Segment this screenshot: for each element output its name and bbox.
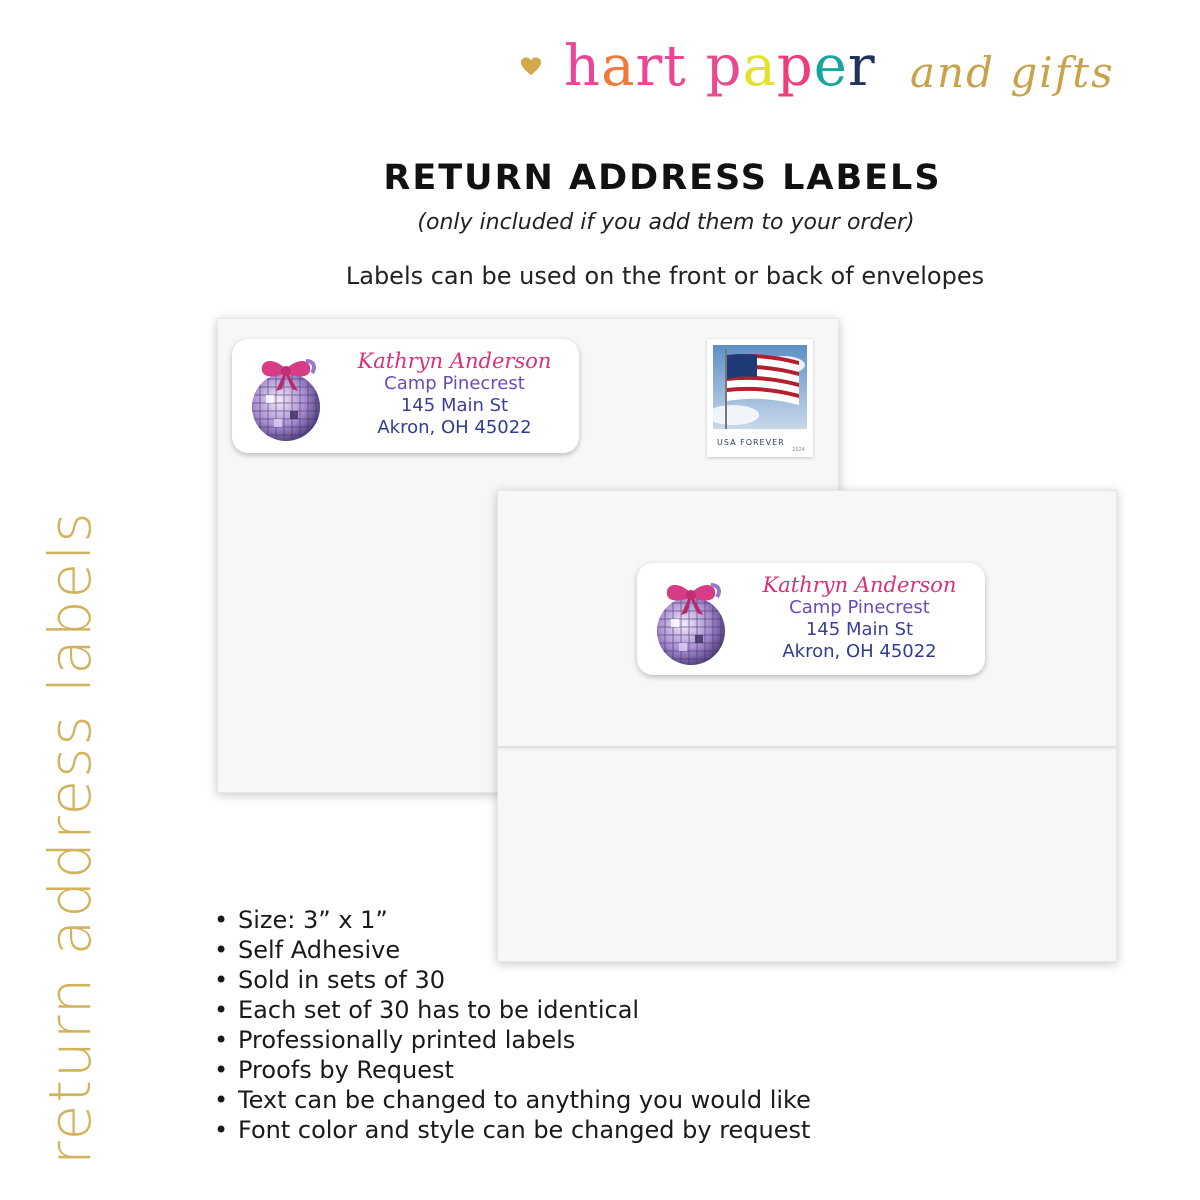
label-name: Kathryn Anderson [357, 349, 552, 373]
stamp-text: USA FOREVER [717, 438, 785, 447]
label-line-3: 145 Main St [400, 395, 509, 416]
label-line-2: Camp Pinecrest [384, 373, 525, 394]
brand-letter: a [742, 34, 777, 99]
disco-ball-icon [649, 571, 731, 669]
feature-item: • Text can be changed to anything you would like [214, 1086, 811, 1114]
brand-letter: r [635, 34, 664, 99]
feature-item: • Self Adhesive [214, 936, 401, 964]
bullet-icon: • [214, 906, 229, 934]
label-line-3: 145 Main St [805, 619, 914, 640]
usage-note: Labels can be used on the front or back of envelopes [345, 262, 985, 290]
stamp-year: 2024 [792, 447, 805, 453]
feature-item: • Each set of 30 has to be identical [214, 996, 640, 1024]
label-line-2: Camp Pinecrest [789, 597, 930, 618]
address-label [232, 339, 579, 453]
brand-letter: p [776, 34, 814, 99]
label-line-4: Akron, OH 45022 [782, 641, 937, 662]
bullet-icon: • [214, 1086, 229, 1114]
brand-letter: e [813, 34, 848, 99]
feature-item: • Sold in sets of 30 [214, 966, 446, 994]
bullet-icon: • [214, 1116, 229, 1144]
brand-logo [520, 30, 1180, 110]
vertical-caption: return address labels [36, 510, 104, 1165]
page-title: RETURN ADDRESS LABELS [383, 158, 942, 198]
bullet-icon: • [214, 996, 229, 1024]
brand-letter: t [663, 34, 687, 99]
brand-letter: h [564, 34, 602, 99]
brand-letter: p [705, 34, 743, 99]
envelope-flap-edge [498, 746, 1116, 748]
brand-wordmark [564, 34, 876, 99]
postage-stamp [707, 339, 813, 457]
label-name: Kathryn Anderson [762, 573, 957, 597]
envelope-front [497, 490, 1117, 962]
address-label [637, 563, 985, 675]
feature-list [214, 905, 811, 1145]
disco-ball-icon [244, 347, 326, 445]
feature-item: • Proofs by Request [214, 1056, 454, 1084]
feature-item: • Professionally printed labels [214, 1026, 576, 1054]
feature-item: • Font color and style can be changed by request [214, 1116, 811, 1144]
bullet-icon: • [214, 1056, 229, 1084]
brand-tagline: and gifts [910, 48, 1115, 97]
heart-icon [520, 56, 542, 78]
bullet-icon: • [214, 1026, 229, 1054]
label-line-4: Akron, OH 45022 [377, 417, 532, 438]
us-flag-icon [713, 345, 807, 429]
brand-letter: r [847, 34, 876, 99]
page-subtitle: (only included if you add them to your order) [417, 210, 915, 235]
feature-item: • Size: 3” x 1” [214, 906, 388, 934]
brand-letter: a [601, 34, 636, 99]
brand-letter [687, 34, 706, 99]
bullet-icon: • [214, 966, 229, 994]
bullet-icon: • [214, 936, 229, 964]
